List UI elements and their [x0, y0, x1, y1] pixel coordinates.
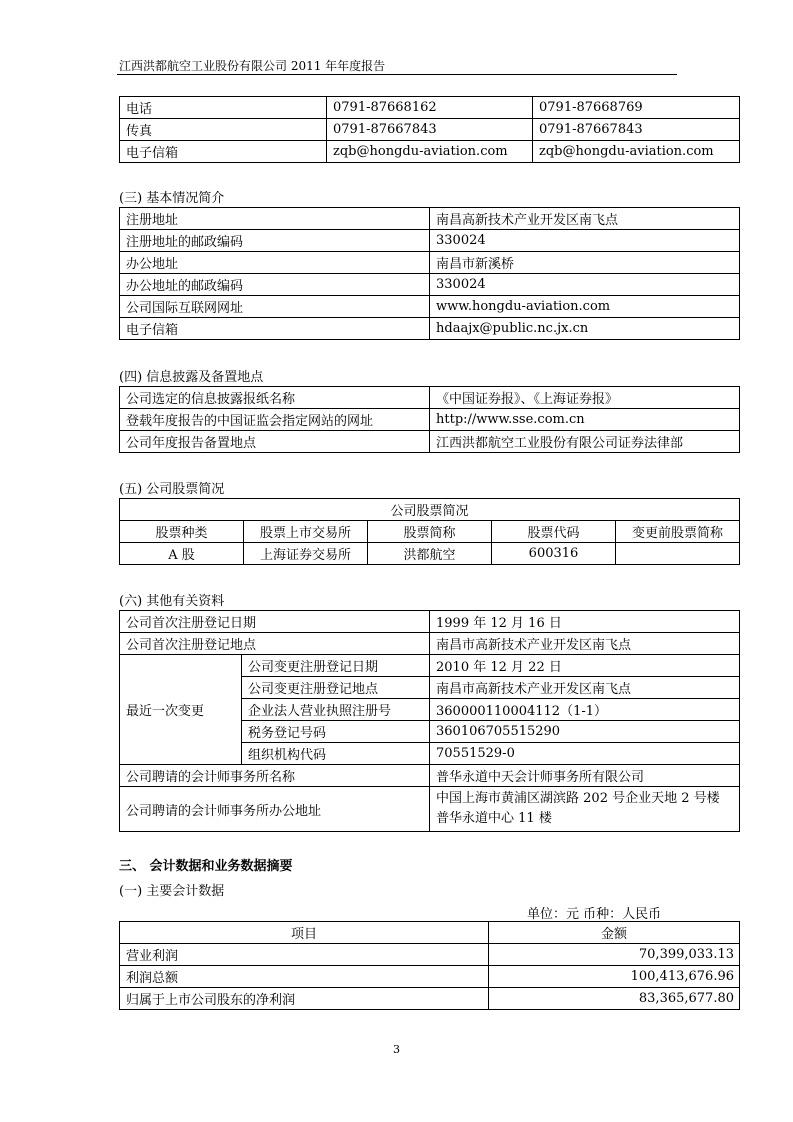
cell-value: hdaajx@public.nc.jx.cn [430, 318, 740, 340]
cell-label: 电话 [120, 97, 327, 119]
cell-label: 公司首次注册登记日期 [120, 611, 430, 633]
basic-table [119, 207, 740, 340]
column-header: 金额 [489, 922, 740, 944]
cell-value: 《中国证券报》、《上海证券报》 [430, 387, 740, 409]
table-row [120, 611, 740, 633]
cell-label: 电子信箱 [120, 141, 327, 163]
contact-table [119, 96, 740, 163]
column-header: 变更前股票简称 [616, 521, 740, 543]
table-title-row [120, 499, 740, 521]
cell-value: zqb@hongdu-aviation.com [533, 141, 740, 163]
other-table [119, 610, 740, 832]
table-row [120, 97, 740, 119]
cell-value [430, 787, 740, 832]
section-heading-3: 三、 会计数据和业务数据摘要 [119, 859, 293, 874]
cell-label: 注册地址的邮政编码 [120, 230, 430, 252]
table-row [120, 318, 740, 340]
cell-label: 注册地址 [120, 208, 430, 230]
cell-value: 普华永道中天会计师事务所有限公司 [430, 765, 740, 787]
cell-label: 利润总额 [120, 966, 489, 988]
cell-value: http://www.sse.com.cn [430, 409, 740, 431]
cell-label: 营业利润 [120, 944, 489, 966]
cell-label: 税务登记号码 [242, 721, 430, 743]
header-rule [117, 74, 677, 75]
cell-label: 传真 [120, 119, 327, 141]
table-row [120, 655, 740, 677]
cell-label: 公司变更注册登记地点 [242, 677, 430, 699]
cell-value: 南昌市新溪桥 [430, 252, 740, 274]
cell-value: 360106705515290 [430, 721, 740, 743]
cell-label: 公司变更注册登记日期 [242, 655, 430, 677]
cell-value: 洪都航空 [368, 543, 492, 565]
column-header: 股票上市交易所 [244, 521, 368, 543]
cell-value: 0791-87667843 [533, 119, 740, 141]
cell-value: www.hongdu-aviation.com [430, 296, 740, 318]
table-row [120, 141, 740, 163]
table-row [120, 252, 740, 274]
cell-label: 办公地址的邮政编码 [120, 274, 430, 296]
cell-value: zqb@hongdu-aviation.com [327, 141, 533, 163]
stock-table-title: 公司股票简况 [120, 499, 740, 521]
cell-value: 0791-87668769 [533, 97, 740, 119]
table-row [120, 409, 740, 431]
cell-amount: 100,413,676.96 [489, 966, 740, 988]
section-subtitle-accounting: (一) 主要会计数据 [119, 884, 225, 899]
table-row [120, 633, 740, 655]
cell-label: 公司首次注册登记地点 [120, 633, 430, 655]
cell-value: 330024 [430, 274, 740, 296]
cell-amount: 70,399,033.13 [489, 944, 740, 966]
report-header: 江西洪都航空工业股份有限公司 2011 年年度报告 [119, 59, 386, 73]
cell-value: A 股 [120, 543, 244, 565]
cell-label: 组织机构代码 [242, 743, 430, 765]
table-row [120, 944, 740, 966]
unit-note: 单位：元 币种：人民币 [527, 907, 662, 922]
cell-value: 600316 [492, 543, 616, 565]
table-header-row [120, 521, 740, 543]
cell-value: 2010 年 12 月 22 日 [430, 655, 740, 677]
table-row [120, 274, 740, 296]
cell-value: 0791-87668162 [327, 97, 533, 119]
recent-change-label: 最近一次变更 [120, 655, 242, 765]
table-row [120, 787, 740, 832]
cell-value: 江西洪都航空工业股份有限公司证券法律部 [430, 431, 740, 453]
cell-value: 南昌高新技术产业开发区南飞点 [430, 208, 740, 230]
table-row [120, 765, 740, 787]
cell-value [616, 543, 740, 565]
table-row [120, 296, 740, 318]
cell-label: 公司国际互联网网址 [120, 296, 430, 318]
cell-label: 公司选定的信息披露报纸名称 [120, 387, 430, 409]
cell-label: 电子信箱 [120, 318, 430, 340]
column-header: 股票代码 [492, 521, 616, 543]
cell-amount: 83,365,677.80 [489, 988, 740, 1010]
section-title-other: (六) 其他有关资料 [119, 594, 225, 609]
table-row [120, 387, 740, 409]
stock-table [119, 498, 740, 565]
section-title-disclosure: (四) 信息披露及备置地点 [119, 370, 264, 385]
cell-value: 1999 年 12 月 16 日 [430, 611, 740, 633]
table-header-row [120, 922, 740, 944]
section-title-stock: (五) 公司股票简况 [119, 482, 225, 497]
column-header: 股票简称 [368, 521, 492, 543]
table-row [120, 119, 740, 141]
page-number: 3 [393, 1043, 400, 1056]
table-row [120, 230, 740, 252]
cell-value: 南昌市高新技术产业开发区南飞点 [430, 677, 740, 699]
cell-label: 办公地址 [120, 252, 430, 274]
table-row [120, 988, 740, 1010]
cell-label: 公司聘请的会计师事务所办公地址 [120, 787, 430, 832]
cell-label: 企业法人营业执照注册号 [242, 699, 430, 721]
cell-value: 330024 [430, 230, 740, 252]
accounting-table [119, 921, 740, 1010]
address-line-1: 中国上海市黄浦区湖滨路 202 号企业天地 2 号楼 [436, 791, 720, 806]
cell-label: 公司年度报告备置地点 [120, 431, 430, 453]
table-row [120, 431, 740, 453]
cell-label: 归属于上市公司股东的净利润 [120, 988, 489, 1010]
table-row [120, 966, 740, 988]
cell-value: 0791-87667843 [327, 119, 533, 141]
column-header: 项目 [120, 922, 489, 944]
table-row [120, 208, 740, 230]
cell-value: 70551529-0 [430, 743, 740, 765]
cell-value: 南昌市高新技术产业开发区南飞点 [430, 633, 740, 655]
column-header: 股票种类 [120, 521, 244, 543]
table-row [120, 543, 740, 565]
section-title-basic: (三) 基本情况简介 [119, 191, 225, 206]
address-line-2: 普华永道中心 11 楼 [436, 811, 552, 826]
cell-value: 360000110004112（1-1） [430, 699, 740, 721]
cell-label: 登载年度报告的中国证监会指定网站的网址 [120, 409, 430, 431]
disclosure-table [119, 386, 740, 453]
cell-label: 公司聘请的会计师事务所名称 [120, 765, 430, 787]
cell-value: 上海证券交易所 [244, 543, 368, 565]
